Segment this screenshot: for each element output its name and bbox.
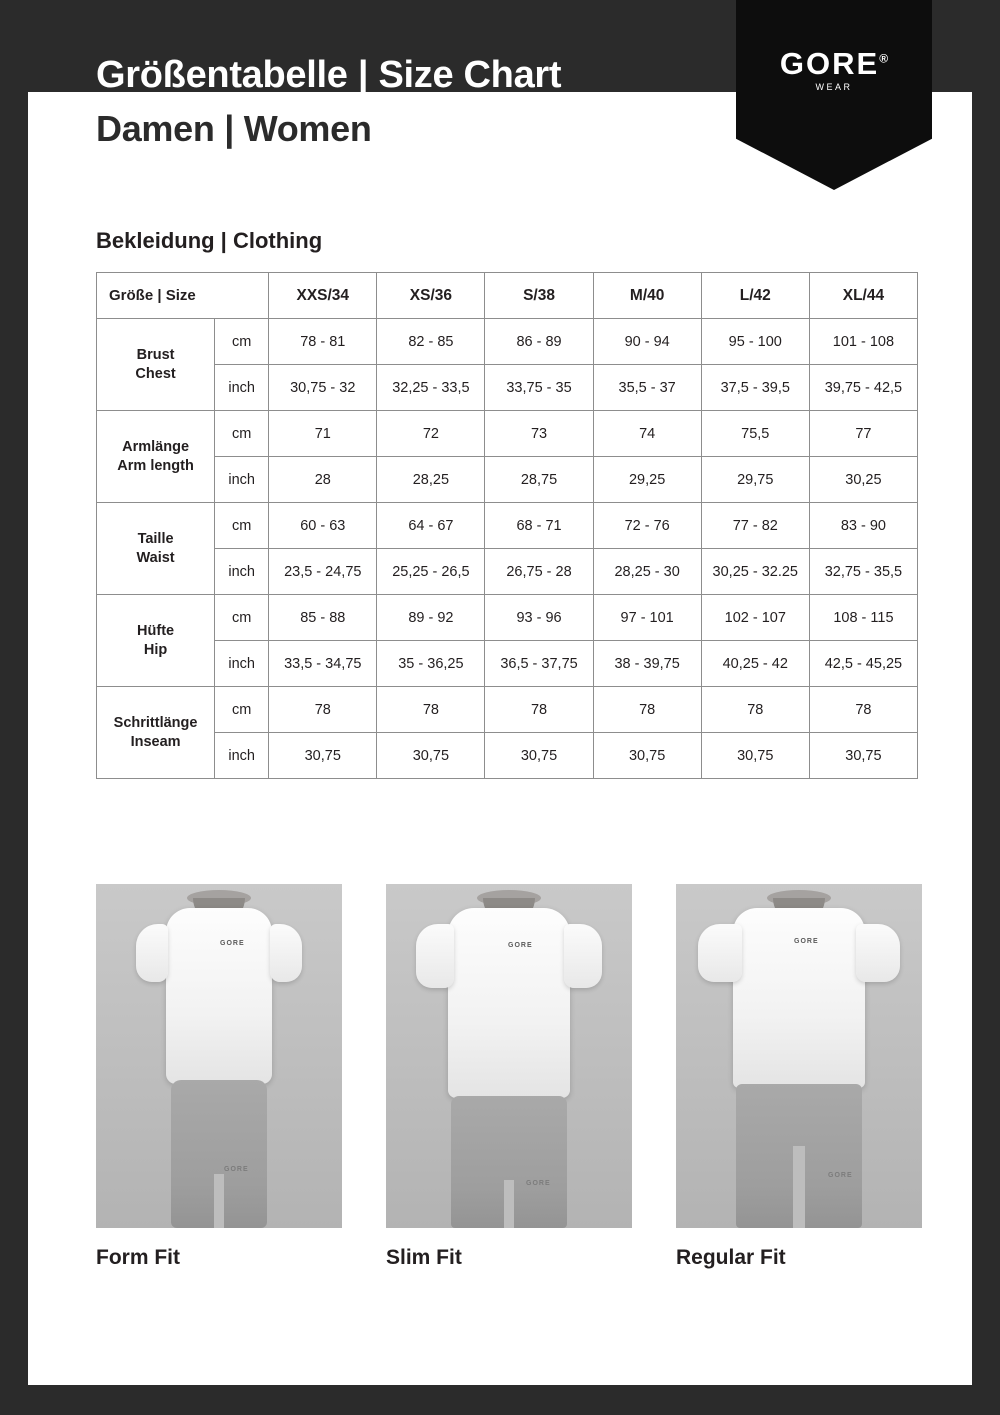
- fit-image-regular-fit: [676, 884, 922, 1228]
- cell-value: 35,5 - 37: [593, 365, 701, 411]
- unit-cell: inch: [215, 733, 269, 779]
- row-label-chest-de: Brust: [136, 346, 175, 363]
- unit-cell: inch: [215, 641, 269, 687]
- cell-value: 95 - 100: [701, 319, 809, 365]
- table-row: [97, 549, 918, 595]
- row-label-chest-en: Chest: [135, 365, 176, 382]
- cell-value: 77: [809, 411, 917, 457]
- shirt-torso: [448, 908, 570, 1098]
- row-label-arm-length-en: Arm length: [117, 457, 194, 474]
- row-label-waist-en: Waist: [136, 549, 175, 566]
- cell-value: 30,75: [377, 733, 485, 779]
- cell-value: 28,25: [377, 457, 485, 503]
- cell-value: 78 - 81: [269, 319, 377, 365]
- logo-flag-shape: [736, 0, 932, 190]
- cell-value: 85 - 88: [269, 595, 377, 641]
- cell-value: 40,25 - 42: [701, 641, 809, 687]
- footer-bar: [0, 1385, 1000, 1415]
- fit-illustrations: [96, 884, 920, 1270]
- cell-value: 29,25: [593, 457, 701, 503]
- right-margin-bar: [972, 0, 1000, 1415]
- cell-value: 42,5 - 45,25: [809, 641, 917, 687]
- fit-caption-slim-fit: Slim Fit: [386, 1246, 462, 1269]
- fit-image-slim-fit: [386, 884, 632, 1228]
- unit-cell: cm: [215, 411, 269, 457]
- sleeve-left: [136, 924, 168, 982]
- unit-cell: cm: [215, 687, 269, 733]
- cell-value: 30,25 - 32.25: [701, 549, 809, 595]
- shirt-torso: [733, 908, 865, 1088]
- sleeve-left: [698, 924, 742, 982]
- cell-value: 30,75: [269, 733, 377, 779]
- cell-value: 39,75 - 42,5: [809, 365, 917, 411]
- table-row: [97, 319, 918, 365]
- logo-subtext: WEAR: [815, 82, 853, 92]
- row-label-arm-length: [97, 411, 215, 503]
- cell-value: 32,25 - 33,5: [377, 365, 485, 411]
- unit-cell: cm: [215, 503, 269, 549]
- cell-value: 102 - 107: [701, 595, 809, 641]
- table-row: [97, 411, 918, 457]
- registered-trademark-icon: ®: [879, 51, 889, 66]
- table-row: [97, 687, 918, 733]
- column-header-size-2: S/38: [485, 273, 593, 319]
- cell-value: 38 - 39,75: [593, 641, 701, 687]
- cell-value: 30,75: [485, 733, 593, 779]
- shirt-torso: [166, 908, 272, 1084]
- cell-value: 28,25 - 30: [593, 549, 701, 595]
- brand-logo-shirt: GORE: [220, 940, 245, 947]
- cell-value: 72 - 76: [593, 503, 701, 549]
- cell-value: 75,5: [701, 411, 809, 457]
- row-label-hip: [97, 595, 215, 687]
- table-row: [97, 595, 918, 641]
- fit-regular: [676, 884, 922, 1270]
- row-label-inseam-en: Inseam: [130, 733, 181, 750]
- sleeve-right: [856, 924, 900, 982]
- cell-value: 33,75 - 35: [485, 365, 593, 411]
- sleeve-right: [270, 924, 302, 982]
- cell-value: 78: [809, 687, 917, 733]
- gore-wear-logo: [736, 0, 932, 190]
- leg-gap: [214, 1174, 224, 1228]
- cell-value: 78: [701, 687, 809, 733]
- cell-value: 26,75 - 28: [485, 549, 593, 595]
- cell-value: 74: [593, 411, 701, 457]
- cell-value: 33,5 - 34,75: [269, 641, 377, 687]
- cell-value: 101 - 108: [809, 319, 917, 365]
- cell-value: 30,75: [809, 733, 917, 779]
- section-title-clothing: Bekleidung | Clothing: [96, 228, 323, 253]
- row-label-chest: [97, 319, 215, 411]
- cell-value: 77 - 82: [701, 503, 809, 549]
- cell-value: 30,75: [701, 733, 809, 779]
- cell-value: 93 - 96: [485, 595, 593, 641]
- row-label-inseam: [97, 687, 215, 779]
- cell-value: 78: [485, 687, 593, 733]
- fit-form: [96, 884, 342, 1270]
- unit-cell: cm: [215, 319, 269, 365]
- row-label-hip-en: Hip: [143, 641, 168, 658]
- brand-logo-pants: GORE: [224, 1166, 249, 1173]
- row-label-arm-length-de: Armlänge: [122, 438, 190, 455]
- logo-name: GORE: [779, 46, 880, 81]
- row-label-waist: [97, 503, 215, 595]
- title-line-primary: Größentabelle | Size Chart: [96, 54, 562, 96]
- fit-caption-form-fit: Form Fit: [96, 1246, 180, 1269]
- column-header-size-5: XL/44: [809, 273, 917, 319]
- table-header-row: [97, 273, 918, 319]
- row-label-waist-de: Taille: [137, 530, 174, 547]
- cell-value: 35 - 36,25: [377, 641, 485, 687]
- cell-value: 86 - 89: [485, 319, 593, 365]
- column-header-size-1: XS/36: [377, 273, 485, 319]
- fit-image-form-fit: [96, 884, 342, 1228]
- brand-logo-shirt: GORE: [794, 938, 819, 945]
- cell-value: 78: [377, 687, 485, 733]
- cell-value: 36,5 - 37,75: [485, 641, 593, 687]
- cell-value: 30,75 - 32: [269, 365, 377, 411]
- cell-value: 71: [269, 411, 377, 457]
- page-title: [96, 52, 561, 152]
- title-line-secondary: Damen | Women: [96, 108, 372, 149]
- fit-slim: [386, 884, 632, 1270]
- cell-value: 30,75: [593, 733, 701, 779]
- brand-logo-pants: GORE: [828, 1172, 853, 1179]
- cell-value: 64 - 67: [377, 503, 485, 549]
- row-label-hip-de: Hüfte: [137, 622, 175, 639]
- cell-value: 29,75: [701, 457, 809, 503]
- leg-gap: [793, 1146, 805, 1228]
- cell-value: 28,75: [485, 457, 593, 503]
- cell-value: 37,5 - 39,5: [701, 365, 809, 411]
- table-row: [97, 365, 918, 411]
- cell-value: 73: [485, 411, 593, 457]
- row-label-inseam-de: Schrittlänge: [113, 714, 198, 731]
- cell-value: 90 - 94: [593, 319, 701, 365]
- cell-value: 72: [377, 411, 485, 457]
- cell-value: 32,75 - 35,5: [809, 549, 917, 595]
- sleeve-left: [416, 924, 454, 988]
- cell-value: 108 - 115: [809, 595, 917, 641]
- fit-caption-regular-fit: Regular Fit: [676, 1246, 786, 1269]
- table-row: [97, 641, 918, 687]
- cell-value: 97 - 101: [593, 595, 701, 641]
- cell-value: 68 - 71: [485, 503, 593, 549]
- table-row: [97, 733, 918, 779]
- leg-gap: [504, 1180, 514, 1228]
- cell-value: 30,25: [809, 457, 917, 503]
- cell-value: 60 - 63: [269, 503, 377, 549]
- table-row: [97, 457, 918, 503]
- cell-value: 23,5 - 24,75: [269, 549, 377, 595]
- sleeve-right: [564, 924, 602, 988]
- table-row: [97, 503, 918, 549]
- unit-cell: inch: [215, 457, 269, 503]
- cell-value: 25,25 - 26,5: [377, 549, 485, 595]
- logo-wordmark: [736, 46, 932, 82]
- cell-value: 78: [269, 687, 377, 733]
- column-header-size-0: XXS/34: [269, 273, 377, 319]
- brand-logo-pants: GORE: [526, 1180, 551, 1187]
- cell-value: 78: [593, 687, 701, 733]
- column-header-size-4: L/42: [701, 273, 809, 319]
- cell-value: 89 - 92: [377, 595, 485, 641]
- size-table: [96, 272, 918, 779]
- cell-value: 83 - 90: [809, 503, 917, 549]
- unit-cell: inch: [215, 365, 269, 411]
- column-header-size-3: M/40: [593, 273, 701, 319]
- cell-value: 82 - 85: [377, 319, 485, 365]
- brand-logo-shirt: GORE: [508, 942, 533, 949]
- table-corner-label: Größe | Size: [97, 273, 269, 319]
- cell-value: 28: [269, 457, 377, 503]
- left-margin-bar: [0, 0, 28, 1415]
- unit-cell: inch: [215, 549, 269, 595]
- unit-cell: cm: [215, 595, 269, 641]
